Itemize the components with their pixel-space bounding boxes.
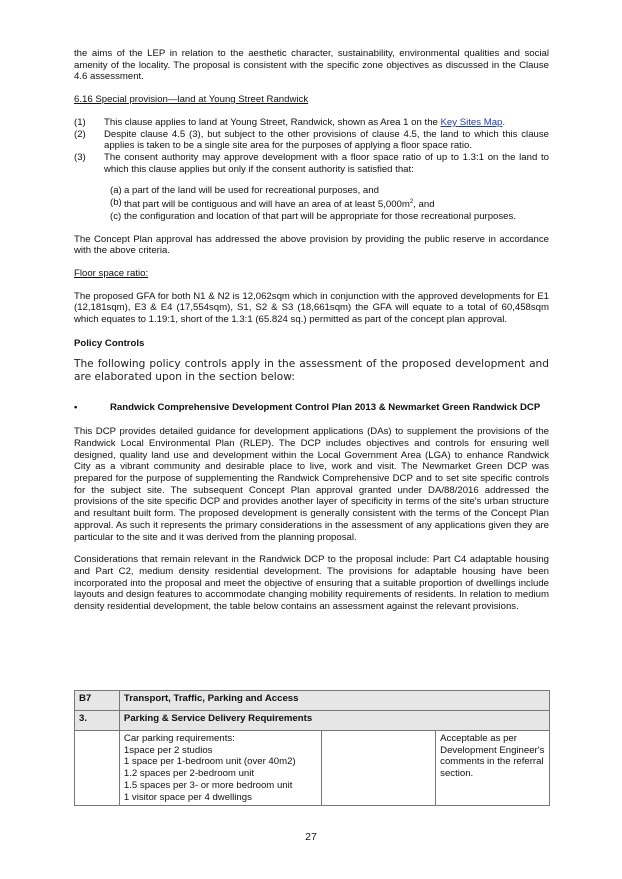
table-cell: Car parking requirements: 1space per 2 studios 1 space per 1-bedroom unit (over 40m2) 1.2 spaces per 2-bedroom unit 1.5 spaces per 3- or more bedroom unit 1 visitor space per 4 dwellings — [119, 731, 322, 806]
policy-heading: Policy Controls — [74, 337, 145, 349]
table-cell: Transport, Traffic, Parking and Access — [119, 691, 549, 711]
clause-item — [74, 152, 549, 175]
table-cell: Parking & Service Delivery Requirements — [119, 711, 549, 731]
table-row — [75, 711, 550, 731]
sub-clause-list — [110, 185, 549, 222]
document-page — [74, 48, 549, 613]
sub-clause-item: (a) a part of the land will be used for recreational purposes, and — [110, 185, 379, 197]
intro-paragraph: the aims of the LEP in relation to the aesthetic character, sustainability, environmental qualities and social amenity of the locality. The proposal is consistent with the specific zone objectives as discussed in the Clause 4.6 assessment. — [74, 48, 549, 83]
table-cell: 3. — [75, 711, 120, 731]
clause-text: Despite clause 4.5 (3), but subject to the other provisions of clause 4.5, the land to which this clause applies is taken to be a single site area for the purposes of applying a floor space ratio. — [104, 128, 549, 152]
table-cell: B7 — [75, 691, 120, 711]
clause-number: (2) — [74, 128, 86, 140]
key-sites-map-link[interactable]: Key Sites Map — [440, 116, 503, 128]
fsr-paragraph: The proposed GFA for both N1 & N2 is 12,062sqm which in conjunction with the approved developments for E1 (12,181sqm), E3 & E4 (17,554sqm), S1, S2 & S3 (18,661sqm) the GFA will equate to a total of 60,458sqm which equates to 1.19:1, short of the 1.3:1 (65.824 sq.) permitted as part of the concept plan approval. — [74, 290, 549, 326]
table-row — [75, 691, 550, 711]
table-cell: Acceptable as per Development Engineer's comments in the referral section. — [436, 731, 550, 806]
considerations-paragraph: Considerations that remain relevant in the Randwick DCP to the proposal include: Part C4 adaptable housing and Part C2, medium density residential development. The provisions for adaptable housing have been incorporated into the proposal and meet the objective of ensuring that a suitable proportion of dwellings include layouts and design features to accommodate changing mobility requirements of residents. In relation to medium density residential development, the table below contains an assessment against the relevant provisions. — [74, 554, 549, 613]
policy-paragraph: The following policy controls apply in the assessment of the proposed development and are elaborated upon in the section below: — [74, 357, 549, 384]
fsr-heading: Floor space ratio: — [74, 268, 149, 280]
clause-text: This clause applies to land at Young Street, Randwick, shown as Area 1 on the — [104, 116, 441, 128]
clause-item — [74, 129, 549, 152]
table-row — [75, 731, 550, 806]
sub-clause-item: (b) that part will be contiguous and will have an area of at least $5,000m^2$, and — [110, 197, 435, 211]
clause-item: (1) This clause applies to land at Young Street, Randwick, shown as Area 1 on the Key Sites Map. — [74, 116, 506, 128]
table-cell — [75, 731, 120, 806]
dcp-paragraph: This DCP provides detailed guidance for development applications (DAs) to supplement the provisions of the Randwick Local Environmental Plan (RLEP). The DCP includes objectives and controls for ensuring well designed, quality land use and development within the Local Government Area (LGA) to enhance Randwick City as a vibrant community and desirable place to live, work and visit. The Newmarket Green DCP was prepared for the purpose of supplementing the Randwick Comprehensive DCP and to set site specific controls for the subject site. The subsequent Concept Plan approval granted under DA/88/2016 addressed the provisions of the site specific DCP and provides another layer of specificity in terms of the site's urban structure and resultant built form. The proposed development is generally consistent with the terms of the Concept Plan approval. As such it represents the primary considerations in the assessment of any applications given they are particular to the site and it was derived from the planning proposal. — [74, 426, 549, 543]
bullet-text: Randwick Comprehensive Development Control Plan 2013 & Newmarket Green Randwick DCP — [110, 401, 541, 413]
bullet-icon: • — [74, 401, 78, 413]
concept-paragraph: The Concept Plan approval has addressed the above provision by providing the public reserve in accordance with the above criteria. — [74, 233, 549, 257]
clause-number: (3) — [74, 151, 86, 163]
page-number: 27 — [305, 831, 317, 843]
assessment-table — [74, 690, 550, 806]
clause-heading: 6.16 Special provision—land at Young Street Randwick — [74, 94, 309, 106]
clause-number: (1) — [74, 116, 86, 128]
sub-clause-item: (c) the configuration and location of that part will be appropriate for those recreational purposes. — [110, 210, 516, 222]
bullet-item — [74, 402, 549, 414]
clause-text: The consent authority may approve development with a floor space ratio of up to 1.3:1 on the land to which this clause applies but only if the consent authority is satisfied that: — [104, 151, 549, 175]
table-cell — [322, 731, 436, 806]
clause-list — [74, 117, 549, 176]
